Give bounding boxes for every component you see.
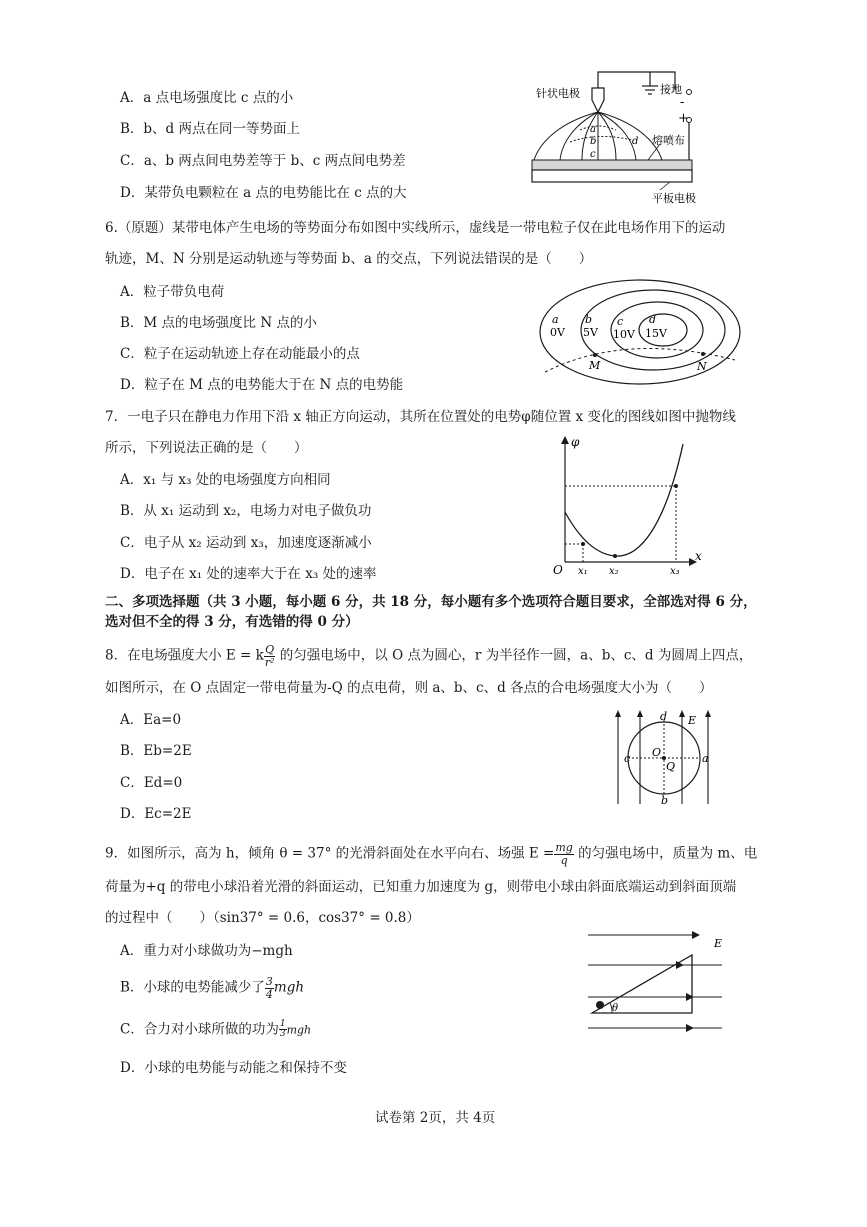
tick-x1: x₁ bbox=[578, 566, 588, 576]
q9-stem-line2: 荷量为+q 的带电小球沿着光滑的斜面运动，已知重力加速度为 g，则带电小球由斜面底端运动到斜面顶端 bbox=[105, 879, 737, 895]
label-Q: Q bbox=[666, 760, 676, 773]
label-a: a bbox=[702, 752, 709, 765]
q8-stem-pre: 8．在电场强度大小 E = k bbox=[105, 647, 264, 664]
q6-option-b: B．M 点的电场强度比 N 点的小 bbox=[120, 315, 317, 331]
surface-a-potential: 0V bbox=[550, 326, 565, 339]
point-M: M bbox=[589, 359, 601, 372]
surface-a-name: a bbox=[552, 313, 559, 326]
surface-c-name: c bbox=[617, 315, 624, 328]
q5-option-b: B．b、d 两点在同一等势面上 bbox=[120, 121, 300, 137]
field-label-E: E bbox=[714, 937, 723, 950]
q8-fraction bbox=[264, 644, 276, 668]
q8-option-c: C．Ed=0 bbox=[120, 775, 183, 791]
q6-stem-line1: 6.（原题）某带电体产生电场的等势面分布如图中实线所示，虚线是一带电粒子仅在此电场作用下的运动 bbox=[105, 220, 726, 236]
q7-stem-line2: 所示，下列说法正确的是（ ） bbox=[105, 440, 308, 456]
q7-potential-graph bbox=[545, 434, 715, 576]
q7-stem-line1: 7．一电子只在静电力作用下沿 x 轴正方向运动，其所在位置处的电势φ随位置 x 变化的图线如图中抛物线 bbox=[105, 409, 736, 425]
q8-stem-post: 的匀强电场中，以 O 点为圆心，r 为半径作一圆，a、b、c、d 为圆周上四点， bbox=[275, 647, 753, 664]
q9-option-b-mgh: mgh bbox=[273, 979, 305, 996]
surface-d-name: d bbox=[649, 313, 657, 326]
q9-stem-line1 bbox=[105, 842, 757, 866]
surface-c-potential: 10V bbox=[613, 328, 635, 341]
angle-theta-label: θ bbox=[612, 1003, 619, 1014]
q8-frac-den: r² bbox=[264, 655, 275, 669]
q9-option-d: D．小球的电势能与动能之和保持不变 bbox=[120, 1060, 347, 1076]
q5-option-a: A．a 点电场强度比 c 点的小 bbox=[120, 90, 294, 106]
point-d: d bbox=[632, 136, 639, 147]
minus-sign: - bbox=[680, 95, 685, 110]
tick-x2: x₂ bbox=[609, 566, 619, 576]
q6-stem-line2: 轨迹，M、N 分别是运动轨迹与等势面 b、a 的交点，下列说法错误的是（ ） bbox=[105, 251, 593, 267]
q9-option-c-text: C．合力对小球所做的功为 bbox=[120, 1021, 279, 1038]
surface-d-potential: 15V bbox=[645, 327, 667, 340]
q9-option-b-num: 3 bbox=[265, 975, 273, 988]
q9-frac-den: q bbox=[560, 853, 568, 867]
q9-option-c-fraction bbox=[279, 1020, 287, 1040]
q7-option-a: A．x₁ 与 x₃ 处的电场强度方向相同 bbox=[120, 472, 331, 488]
point-a: a bbox=[590, 124, 596, 135]
q9-option-c-num: 1 bbox=[279, 1019, 286, 1029]
q9-incline-figure bbox=[580, 925, 730, 1040]
q8-frac-num: Q bbox=[265, 643, 275, 656]
origin-label: O bbox=[553, 563, 563, 576]
tick-x3: x₃ bbox=[670, 566, 680, 576]
q7-option-d: D．电子在 x₁ 处的速率大于在 x₃ 处的速率 bbox=[120, 566, 377, 582]
label-d: d bbox=[660, 710, 668, 723]
point-b: b bbox=[590, 136, 597, 147]
label-c: c bbox=[624, 752, 631, 765]
q8-stem-line1 bbox=[105, 644, 752, 668]
q5-option-d: D．某带负电颗粒在 a 点的电势能比在 c 点的大 bbox=[120, 185, 407, 201]
q6-equipotential-figure bbox=[535, 272, 750, 390]
q8-option-b: B．Eb=2E bbox=[120, 743, 192, 759]
q6-option-d: D．粒子在 M 点的电势能大于在 N 点的电势能 bbox=[120, 377, 404, 393]
point-c: c bbox=[590, 149, 596, 160]
q8-field-circle-figure bbox=[610, 708, 725, 808]
q6-option-c: C．粒子在运动轨迹上存在动能最小的点 bbox=[120, 346, 360, 362]
q5-option-c: C．a、b 两点间电势差等于 b、c 两点间电势差 bbox=[120, 153, 406, 169]
q9-option-c-mgh: mgh bbox=[286, 1023, 312, 1037]
section2-title-line1: 二、多项选择题（共 3 小题，每小题 6 分，共 18 分，每小题有多个选项符合题目要求，全部选对得 6 分， bbox=[105, 594, 757, 610]
point-N: N bbox=[697, 360, 707, 373]
ground-label: 接地 bbox=[660, 83, 682, 96]
q9-fraction bbox=[554, 842, 573, 866]
q5-needle-electrode-figure bbox=[520, 62, 720, 212]
q9-stem-post: 的匀强电场中，质量为 m、电 bbox=[573, 845, 758, 862]
q9-option-b-fraction bbox=[265, 976, 274, 1000]
q9-option-b bbox=[120, 976, 304, 1000]
q8-option-d: D．Ec=2E bbox=[120, 806, 192, 822]
needle-label: 针状电极 bbox=[536, 87, 580, 100]
q9-option-b-den: 4 bbox=[265, 987, 273, 1001]
page-footer: 试卷第 2页，共 4页 bbox=[375, 1110, 496, 1126]
section2-title-line2: 选对但不全的得 3 分，有选错的得 0 分） bbox=[105, 614, 359, 630]
q6-option-a: A．粒子带负电荷 bbox=[120, 284, 225, 300]
plus-sign: + bbox=[678, 111, 689, 126]
label-b: b bbox=[661, 794, 669, 807]
q9-option-c-den: 3 bbox=[279, 1029, 286, 1040]
y-axis-label: φ bbox=[571, 435, 580, 449]
q9-stem-pre: 9．如图所示，高为 h，倾角 θ = 37° 的光滑斜面处在水平向右、场强 E = bbox=[105, 845, 555, 862]
x-axis-label: x bbox=[695, 549, 702, 563]
q9-option-c bbox=[120, 1020, 311, 1040]
q7-option-c: C．电子从 x₂ 运动到 x₃，加速度逐渐减小 bbox=[120, 535, 372, 551]
cloth-label: 熔喷布 bbox=[652, 134, 685, 147]
label-O: O bbox=[652, 746, 662, 759]
surface-b-name: b bbox=[585, 313, 593, 326]
plate-label: 平板电极 bbox=[652, 192, 696, 205]
q9-option-a: A．重力对小球做功为−mgh bbox=[120, 943, 293, 959]
surface-b-potential: 5V bbox=[583, 326, 598, 339]
q9-frac-num: mg bbox=[555, 841, 573, 854]
q8-option-a: A．Ea=0 bbox=[120, 712, 182, 728]
label-E: E bbox=[688, 714, 697, 727]
q8-stem-line2: 如图所示，在 O 点固定一带电荷量为-Q 的点电荷，则 a、b、c、d 各点的合电场强度大小为（ ） bbox=[105, 680, 713, 696]
q9-stem-line3: 的过程中（ ）（sin37° = 0.6，cos37° = 0.8） bbox=[105, 910, 420, 926]
q7-option-b: B．从 x₁ 运动到 x₂，电场力对电子做负功 bbox=[120, 503, 372, 519]
q9-option-b-text: B．小球的电势能减少了 bbox=[120, 979, 265, 996]
